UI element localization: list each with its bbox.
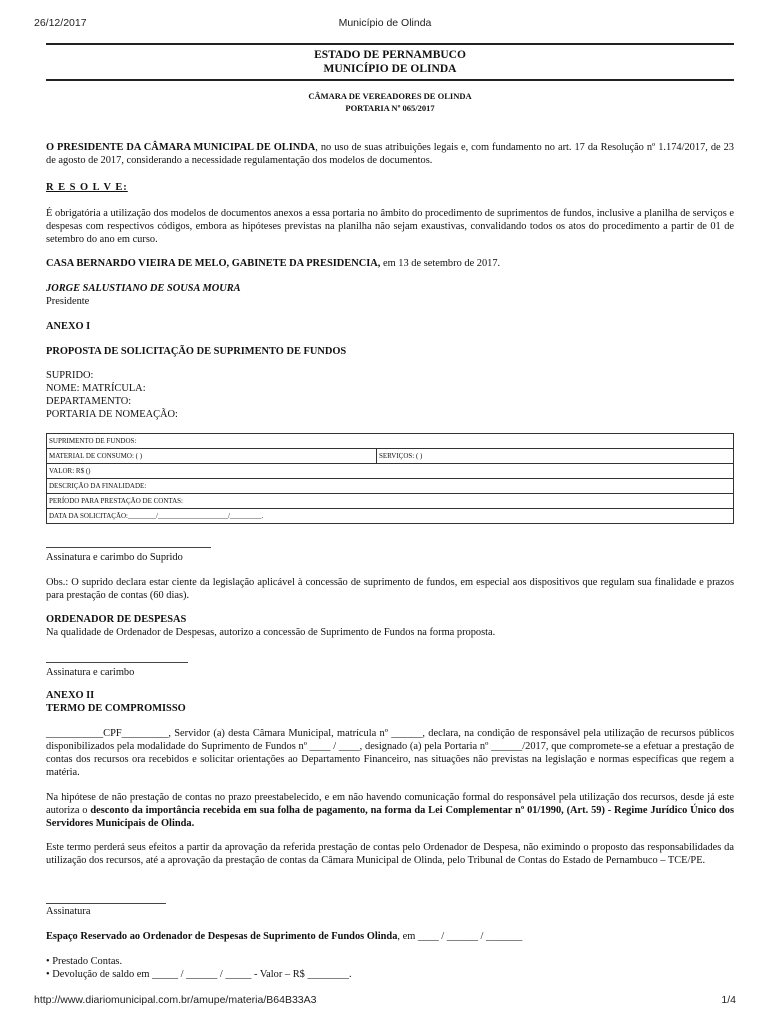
subheading-portaria: PORTARIA Nº 065/2017 bbox=[345, 103, 435, 113]
table-row bbox=[47, 509, 734, 524]
table-row bbox=[47, 449, 734, 464]
heading-rule bbox=[46, 79, 734, 81]
compromise-paragraph-3: Este termo perderá seus efeitos a partir da aprovação da referida prestação de contas pelo Ordenador de Despesa, não eximindo o proposto das responsabilidades da utilização dos recursos, até a aprovação da prestação de contas da Câmara Municipal de Olinda, pelo Tribunal de Contas do Estado de Pernambuco – TCE/PE. bbox=[46, 842, 734, 866]
field-nome-matricula: NOME: MATRÍCULA: bbox=[46, 383, 146, 394]
reserved-text: , em ____ / ______ / _______ bbox=[397, 931, 523, 942]
print-date: 26/12/2017 bbox=[34, 17, 87, 29]
compromise-paragraph-2 bbox=[46, 791, 734, 830]
annex1-subtitle: PROPOSTA DE SOLICITAÇÃO DE SUPRIMENTO DE FUNDOS bbox=[46, 346, 347, 357]
heading-municipality: MUNICÍPIO DE OLINDA bbox=[323, 63, 457, 75]
cell-servicos: SERVIÇOS: ( ) bbox=[377, 449, 734, 464]
ordenador-text: Na qualidade de Ordenador de Despesas, autorizo a concessão de Suprimento de Fundos na forma proposta. bbox=[46, 627, 496, 638]
document-subheading bbox=[46, 90, 734, 114]
compromise-paragraph-1: ___________CPF_________, Servidor (a) desta Câmara Municipal, matrícula nº ______, declara, na condição de responsável pela utilização de recursos públicos disponibilizados pela modalidade do Suprimento de Fundos nº ____ / ____, designado (a) pela Portaria nº ______/2017, que compromete-se a efetuar a prestação de contas dos recursos ora recebidos e solicitar orientações ao Departamento Financeiro, nas situações não previstas na legislação e normas específicas que regem a matéria. bbox=[46, 728, 734, 778]
signature-block bbox=[46, 282, 734, 308]
reserved-space-line bbox=[46, 930, 734, 943]
list-item: • Prestado Contas. bbox=[46, 956, 123, 967]
cell-suprimento: SUPRIMENTO DE FUNDOS: bbox=[47, 434, 734, 449]
place-text: em 13 de setembro de 2017. bbox=[380, 258, 501, 269]
list-item: • Devolução de saldo em _____ / ______ / _____ - Valor – R$ ________. bbox=[46, 969, 352, 980]
field-departamento: DEPARTAMENTO: bbox=[46, 396, 132, 407]
table-row bbox=[47, 434, 734, 449]
field-suprido: SUPRIDO: bbox=[46, 370, 94, 381]
heading-state: ESTADO DE PERNAMBUCO bbox=[314, 49, 466, 61]
document-heading bbox=[46, 48, 734, 76]
reserved-bold: Espaço Reservado ao Ordenador de Despesas de Suprimento de Fundos Olinda bbox=[46, 931, 398, 942]
subheading-chamber: CÂMARA DE VEREADORES DE OLINDA bbox=[308, 91, 472, 101]
signature-line bbox=[46, 547, 211, 548]
supply-request-table bbox=[46, 433, 734, 524]
annex1-fields bbox=[46, 369, 734, 421]
source-url[interactable]: http://www.diariomunicipal.com.br/amupe/materia/B64B33A3 bbox=[34, 994, 317, 1006]
cell-data: DATA DA SOLICITAÇÃO:________/____________________/_________. bbox=[47, 509, 734, 524]
p2-bold: desconto da importância recebida em sua folha de pagamento, na forma da Lei Complementar nº 01/1990, (Art. 59) - Regime Jurídico Único dos Servidores Municipais de Olinda. bbox=[46, 805, 734, 829]
preamble-text: , no uso de suas atribuições legais e, com fundamento no art. 17 da Resolução nº 1.174/2017, de 23 de agosto de 2017, considerando a necessidade regulamentação dos modelos de documentos. bbox=[46, 142, 734, 166]
annex1-title: ANEXO I bbox=[46, 321, 91, 332]
annex2-subtitle: TERMO DE COMPROMISSO bbox=[46, 703, 186, 714]
cell-valor: VALOR: R$ () bbox=[47, 464, 734, 479]
table-row bbox=[47, 464, 734, 479]
signature-line bbox=[46, 662, 188, 663]
obs-paragraph: Obs.: O suprido declara estar ciente da legislação aplicável à concessão de suprimento de fundos, em especial aos dispositivos que regulam sua finalidade e prazos para prestação de contas (60 dias). bbox=[46, 577, 734, 601]
annex2-title: ANEXO II bbox=[46, 690, 95, 701]
signature-label-suprido: Assinatura e carimbo do Suprido bbox=[46, 552, 183, 563]
signature-line bbox=[46, 903, 166, 904]
cell-material: MATERIAL DE CONSUMO: ( ) bbox=[47, 449, 377, 464]
resolve-heading: R E S O L V E: bbox=[46, 182, 128, 193]
place-date-paragraph bbox=[46, 257, 734, 270]
table-row bbox=[47, 494, 734, 509]
print-title: Município de Olinda bbox=[338, 17, 432, 29]
signer-name: JORGE SALUSTIANO DE SOUSA MOURA bbox=[46, 283, 241, 294]
preamble-bold: O PRESIDENTE DA CÂMARA MUNICIPAL DE OLINDA bbox=[46, 142, 316, 153]
page-number: 1/4 bbox=[721, 994, 736, 1006]
p2-text: Na hipótese de não prestação de contas no prazo preestabelecido, e em não havendo comunicação formal do responsável pela utilização dos recursos, desde já este autoriza o bbox=[46, 792, 734, 816]
signer-role: Presidente bbox=[46, 296, 90, 307]
field-portaria: PORTARIA DE NOMEAÇÃO: bbox=[46, 409, 178, 420]
browser-print-footer bbox=[34, 994, 736, 1006]
preamble-paragraph bbox=[46, 141, 734, 167]
cell-descricao: DESCRIÇÃO DA FINALIDADE: bbox=[47, 479, 734, 494]
top-rule bbox=[46, 43, 734, 45]
table-row bbox=[47, 479, 734, 494]
place-bold: CASA BERNARDO VIEIRA DE MELO, GABINETE DA PRESIDENCIA, bbox=[46, 258, 381, 269]
cell-periodo: PERÍODO PARA PRESTAÇÃO DE CONTAS: bbox=[47, 494, 734, 509]
signature-label-ordenador: Assinatura e carimbo bbox=[46, 667, 135, 678]
bullet-list bbox=[46, 955, 734, 981]
ordenador-title: ORDENADOR DE DESPESAS bbox=[46, 614, 187, 625]
resolve-paragraph: É obrigatória a utilização dos modelos de documentos anexos a essa portaria no âmbito do procedimento de suprimentos de fundos, inclusive a planilha de serviços e despesas com respectivos códigos, embora as hipóteses previstas na planilha não sejam exaustivas, convalidando todos os atos do procedimento a partir de 01 de setembro do ano em curso. bbox=[46, 208, 734, 245]
signature-label-compromise: Assinatura bbox=[46, 906, 91, 917]
